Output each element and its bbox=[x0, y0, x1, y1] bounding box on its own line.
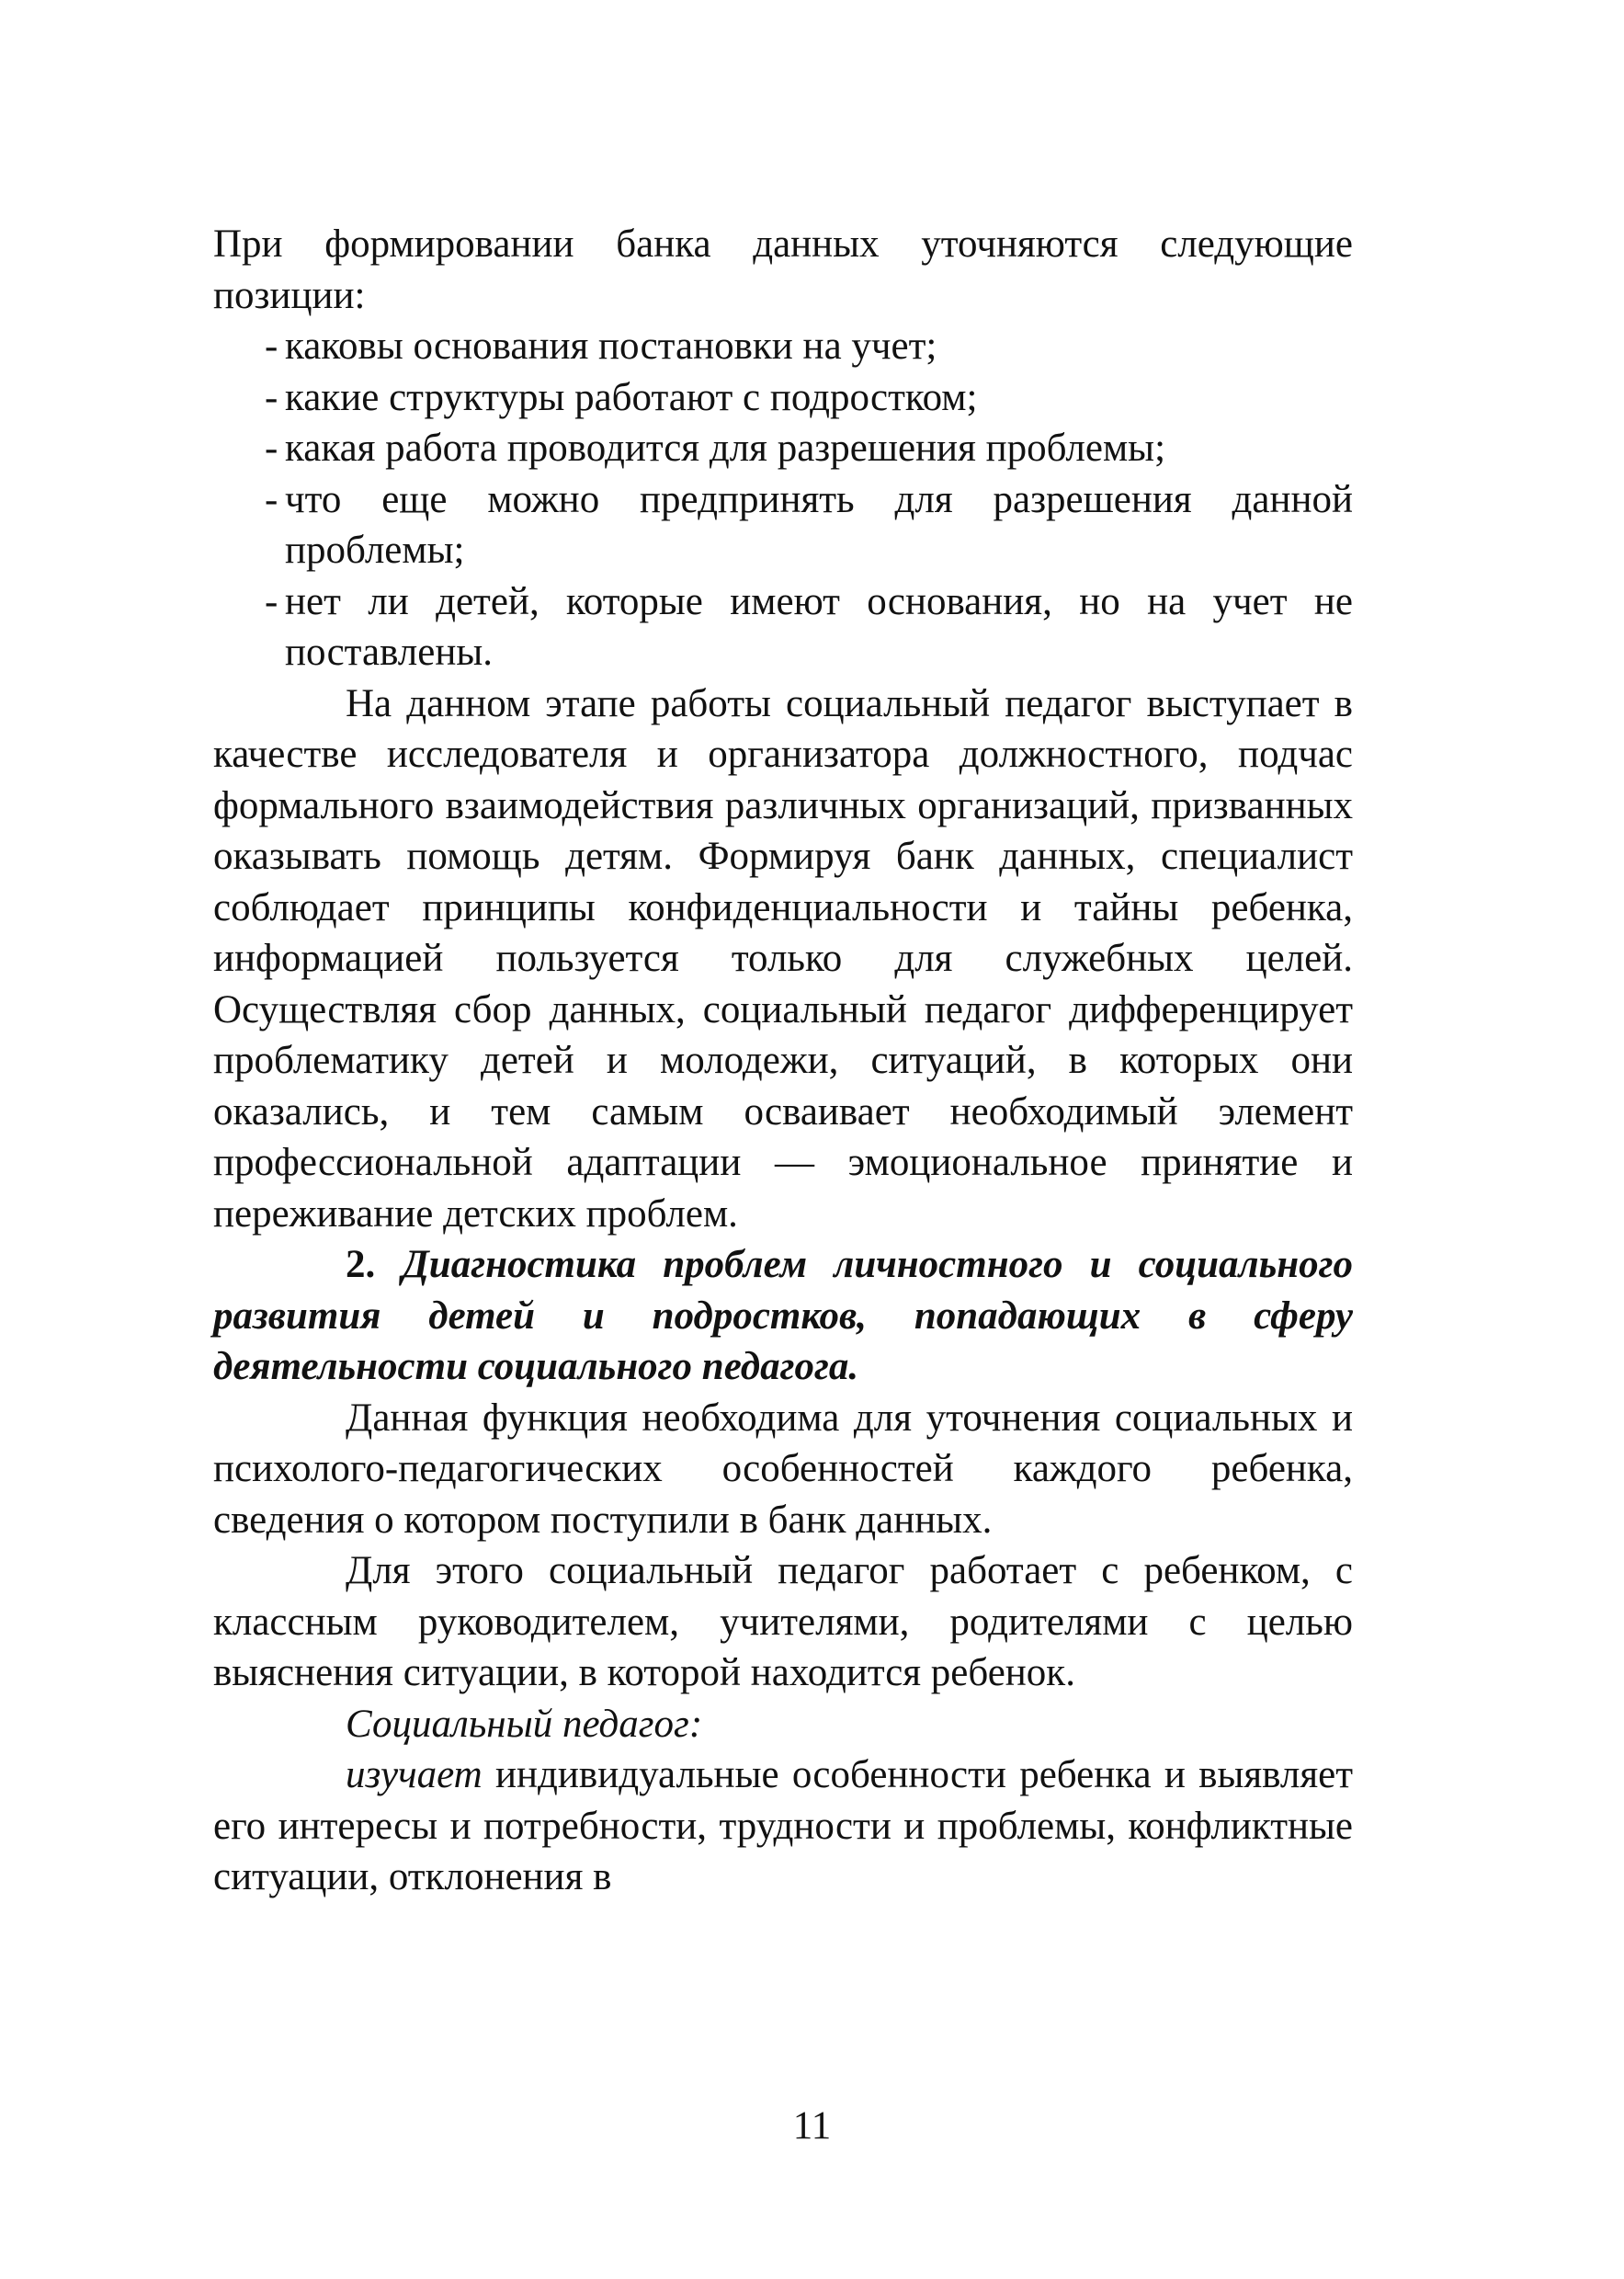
subheading-social-pedagogue: Социальный педагог: bbox=[346, 1702, 703, 1746]
paragraph-work-with-child: Для этого социальный педагог работает с ребенком, с классным руководителем, учителями, родителями с целью выяснения ситуации, в которой находится ребенок. bbox=[213, 1549, 1353, 1694]
paragraph-studies-text: индивидуальные особенности ребенка и выявляет его интересы и потребности, трудности и проблемы, конфликтные ситуации, отклонения в bbox=[213, 1753, 1354, 1898]
list-item: - какие структуры работают с подростком; bbox=[213, 372, 1353, 424]
list-dash: - bbox=[265, 579, 278, 623]
list-item: - что еще можно предпринять для разрешения данной проблемы; bbox=[213, 474, 1353, 576]
list-dash: - bbox=[265, 375, 278, 419]
lead-word: изучает bbox=[346, 1753, 483, 1796]
list-item: - нет ли детей, которые имеют основания, но на учет не поставлены. bbox=[213, 576, 1353, 678]
section-number: 2. bbox=[346, 1243, 376, 1286]
section-heading bbox=[213, 1239, 1353, 1393]
section-title: Диагностика проблем личностного и социального развития детей и подростков, попадающих в сферу деятельности социального педагога. bbox=[213, 1243, 1353, 1388]
list-dash: - bbox=[265, 325, 278, 368]
list-item: - какая работа проводится для разрешения проблемы; bbox=[213, 423, 1353, 474]
list-item: - каковы основания постановки на учет; bbox=[213, 321, 1353, 372]
paragraph-studies bbox=[213, 1749, 1353, 1903]
intro-paragraph: При формировании банка данных уточняются следующие позиции: bbox=[213, 222, 1353, 317]
paragraph-function: Данная функция необходима для уточнения социальных и психолого-педагогических особенностей каждого ребенка, сведения о котором поступили в банк данных. bbox=[213, 1396, 1353, 1542]
list-dash: - bbox=[265, 477, 278, 521]
paragraph-data-bank-stage: На данном этапе работы социальный педагог выступает в качестве исследователя и организатора должностного, подчас формального взаимодействия различных организаций, призванных оказывать помощь детям. Формируя банк данных, специалист соблюдает принципы конфиденциальности и тайны ребенка, информацией пользуется только для служебных целей. Осуществляя сбор данных, социальный педагог дифференцирует проблематику детей и молодежи, ситуаций, в которых они оказались, и тем самым осваивает необходимый элемент профессиональной адаптации — эмоциональное принятие и переживание детских проблем. bbox=[213, 681, 1353, 1236]
positions-list bbox=[213, 321, 1353, 678]
page-body bbox=[213, 219, 1353, 1903]
page-number: 11 bbox=[792, 2104, 832, 2148]
list-dash: - bbox=[265, 427, 278, 470]
